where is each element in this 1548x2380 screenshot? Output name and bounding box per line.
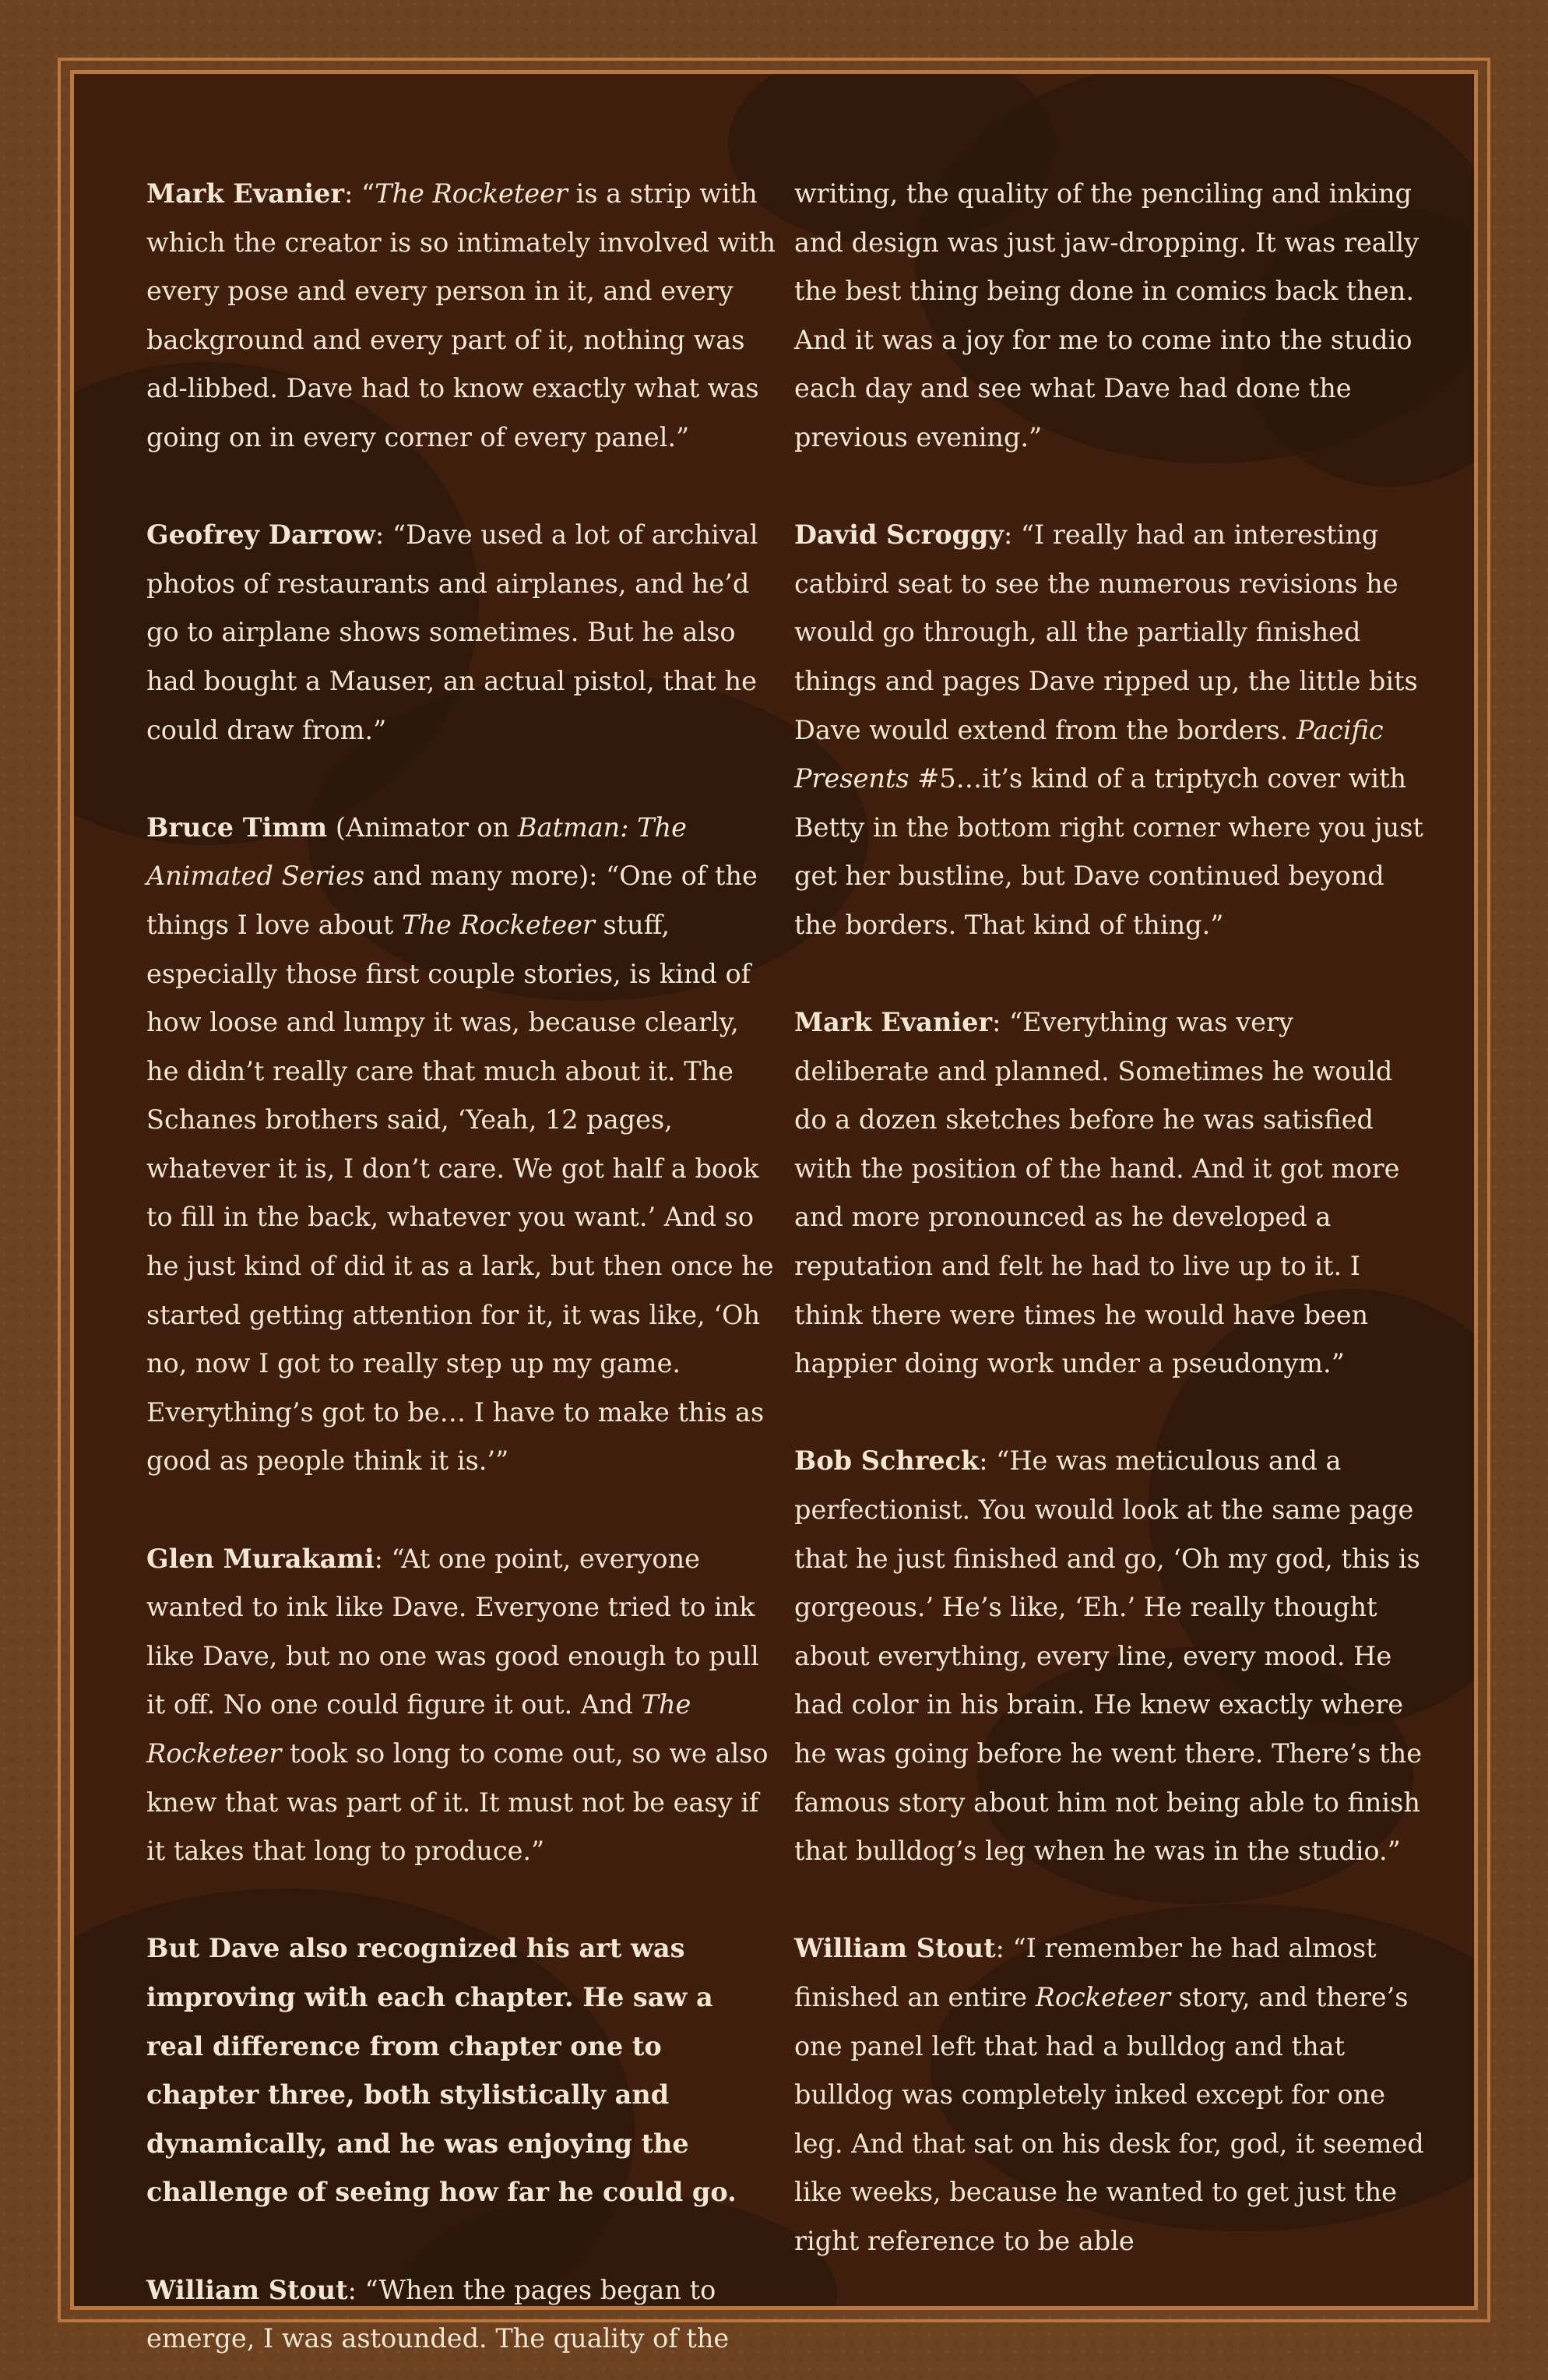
speaker-name: Mark Evanier (146, 178, 345, 209)
quote-mark-evanier-2 (794, 998, 1425, 1389)
quote-mark-evanier (146, 170, 777, 463)
speaker-name: William Stout (146, 2274, 348, 2305)
quote-geofrey-darrow (146, 511, 777, 755)
speaker-name: Bob Schreck (794, 1445, 980, 1477)
quote-bruce-timm (146, 804, 777, 1486)
quote-text: : “ (344, 178, 375, 209)
quote-text: (Animator on (327, 812, 518, 843)
quote-david-scroggy (794, 511, 1425, 949)
title-text: The Rocketeer (402, 909, 595, 940)
speaker-name: Bruce Timm (146, 812, 328, 843)
left-column (146, 170, 777, 2364)
title-text: The Rocketeer (375, 178, 568, 209)
quote-william-stout (146, 2266, 777, 2364)
quote-continuation (794, 170, 1425, 463)
quote-glen-murakami (146, 1535, 777, 1876)
quote-text: : “When the pages began to emerge, I was astounded. The quality of the (146, 2274, 730, 2354)
quote-text: and many more): “One of the things I love about (146, 861, 758, 940)
quote-text: #5…it’s kind of a triptych cover with Betty in the bottom right corner where you just get her bustline, but Dave continued beyond the borders. That kind of thing.” (794, 763, 1423, 940)
quote-text: writing, the quality of the penciling and inking and design was just jaw-dropping. It was really the best thing being done in comics back then. And it was a joy for me to come into the studio each day and see what Dave had done the previous evening.” (794, 178, 1420, 452)
speaker-name: Geofrey Darrow (146, 519, 376, 551)
quote-text: took so long to come out, so we also knew that was part of it. It must not be easy if it takes that long to produce.” (146, 1738, 769, 1867)
title-text: The Rocketeer (146, 1689, 691, 1769)
quote-text: story, and there’s one panel left that had a bulldog and that bulldog was completely inked except for one leg. And that sat on his desk for, god, it seemed like weeks, because he wanted to get just the right reference to be able (794, 1981, 1424, 2256)
title-text: Pacific Presents (794, 714, 1384, 794)
title-text: Rocketeer (1035, 1981, 1170, 2012)
quote-text: is a strip with which the creator is so intimately involved with every pose and every person in it, and every background and every part of it, nothing was ad-libbed. Dave had to know exactly what was going on in every corner of every panel.” (146, 178, 776, 452)
speaker-name: William Stout (794, 1933, 996, 1964)
quote-text: : “He was meticulous and a perfectionist. You would look at the same page that he just finished and go, ‘Oh my god, this is gorgeous.’ He’s like, ‘Eh.’ He really thought about everything, every line, every mood. He had color in his brain. He knew exactly where he was going before he went there. There’s the famous story about him not being able to finish that bulldog’s leg when he was in the studio.” (794, 1445, 1423, 1867)
quote-text: : “I remember he had almost finished an entire (794, 1933, 1377, 2012)
speaker-name: Mark Evanier (794, 1007, 993, 1038)
narration-paragraph: But Dave also recognized his art was improving with each chapter. He saw a real difference from chapter one to chapter three, both stylistically and dynamically, and he was enjoying the challenge of seeing how far he could go. (146, 1933, 737, 2208)
speaker-name: David Scroggy (794, 519, 1004, 551)
quote-text: : “Everything was very deliberate and planned. Sometimes he would do a dozen sketches before he was satisfied with the position of the hand. And it got more and more pronounced as he developed a reputation and felt he had to live up to it. I think there were times he would have been happier doing work under a pseudonym.” (794, 1007, 1400, 1379)
quote-text: : “Dave used a lot of archival photos of restaurants and airplanes, and he’d go to airplane shows sometimes. But he also had bought a Mauser, an actual pistol, that he could draw from.” (146, 519, 758, 745)
quote-text: : “At one point, everyone wanted to ink like Dave. Everyone tried to ink like Dave, but no one was good enough to pull it off. No one could figure it out. And (146, 1543, 759, 1720)
speaker-name: Glen Murakami (146, 1543, 375, 1574)
quote-text: stuff, especially those first couple stories, is kind of how loose and lumpy it was, because clearly, he didn’t really care that much about it. The Schanes brothers said, ‘Yeah, 12 pages, whatever it is, I don’t care. We got half a book to fill in the back, whatever you want.’ And so he just kind of did it as a lark, but then once he started getting attention for it, it was like, ‘Oh no, now I got to really step up my game. Everything’s got to be… I have to make this as good as people think it is.’” (146, 909, 774, 1477)
quote-bob-schreck (794, 1437, 1425, 1875)
quote-text: : “I really had an interesting catbird seat to see the numerous revisions he would go through, all the partially finished things and pages Dave ripped up, the little bits Dave would extend from the borders. (794, 519, 1418, 745)
quote-william-stout-2 (794, 1924, 1425, 2266)
right-column (794, 170, 1425, 2266)
title-text: Batman: The Animated Series (146, 812, 687, 892)
